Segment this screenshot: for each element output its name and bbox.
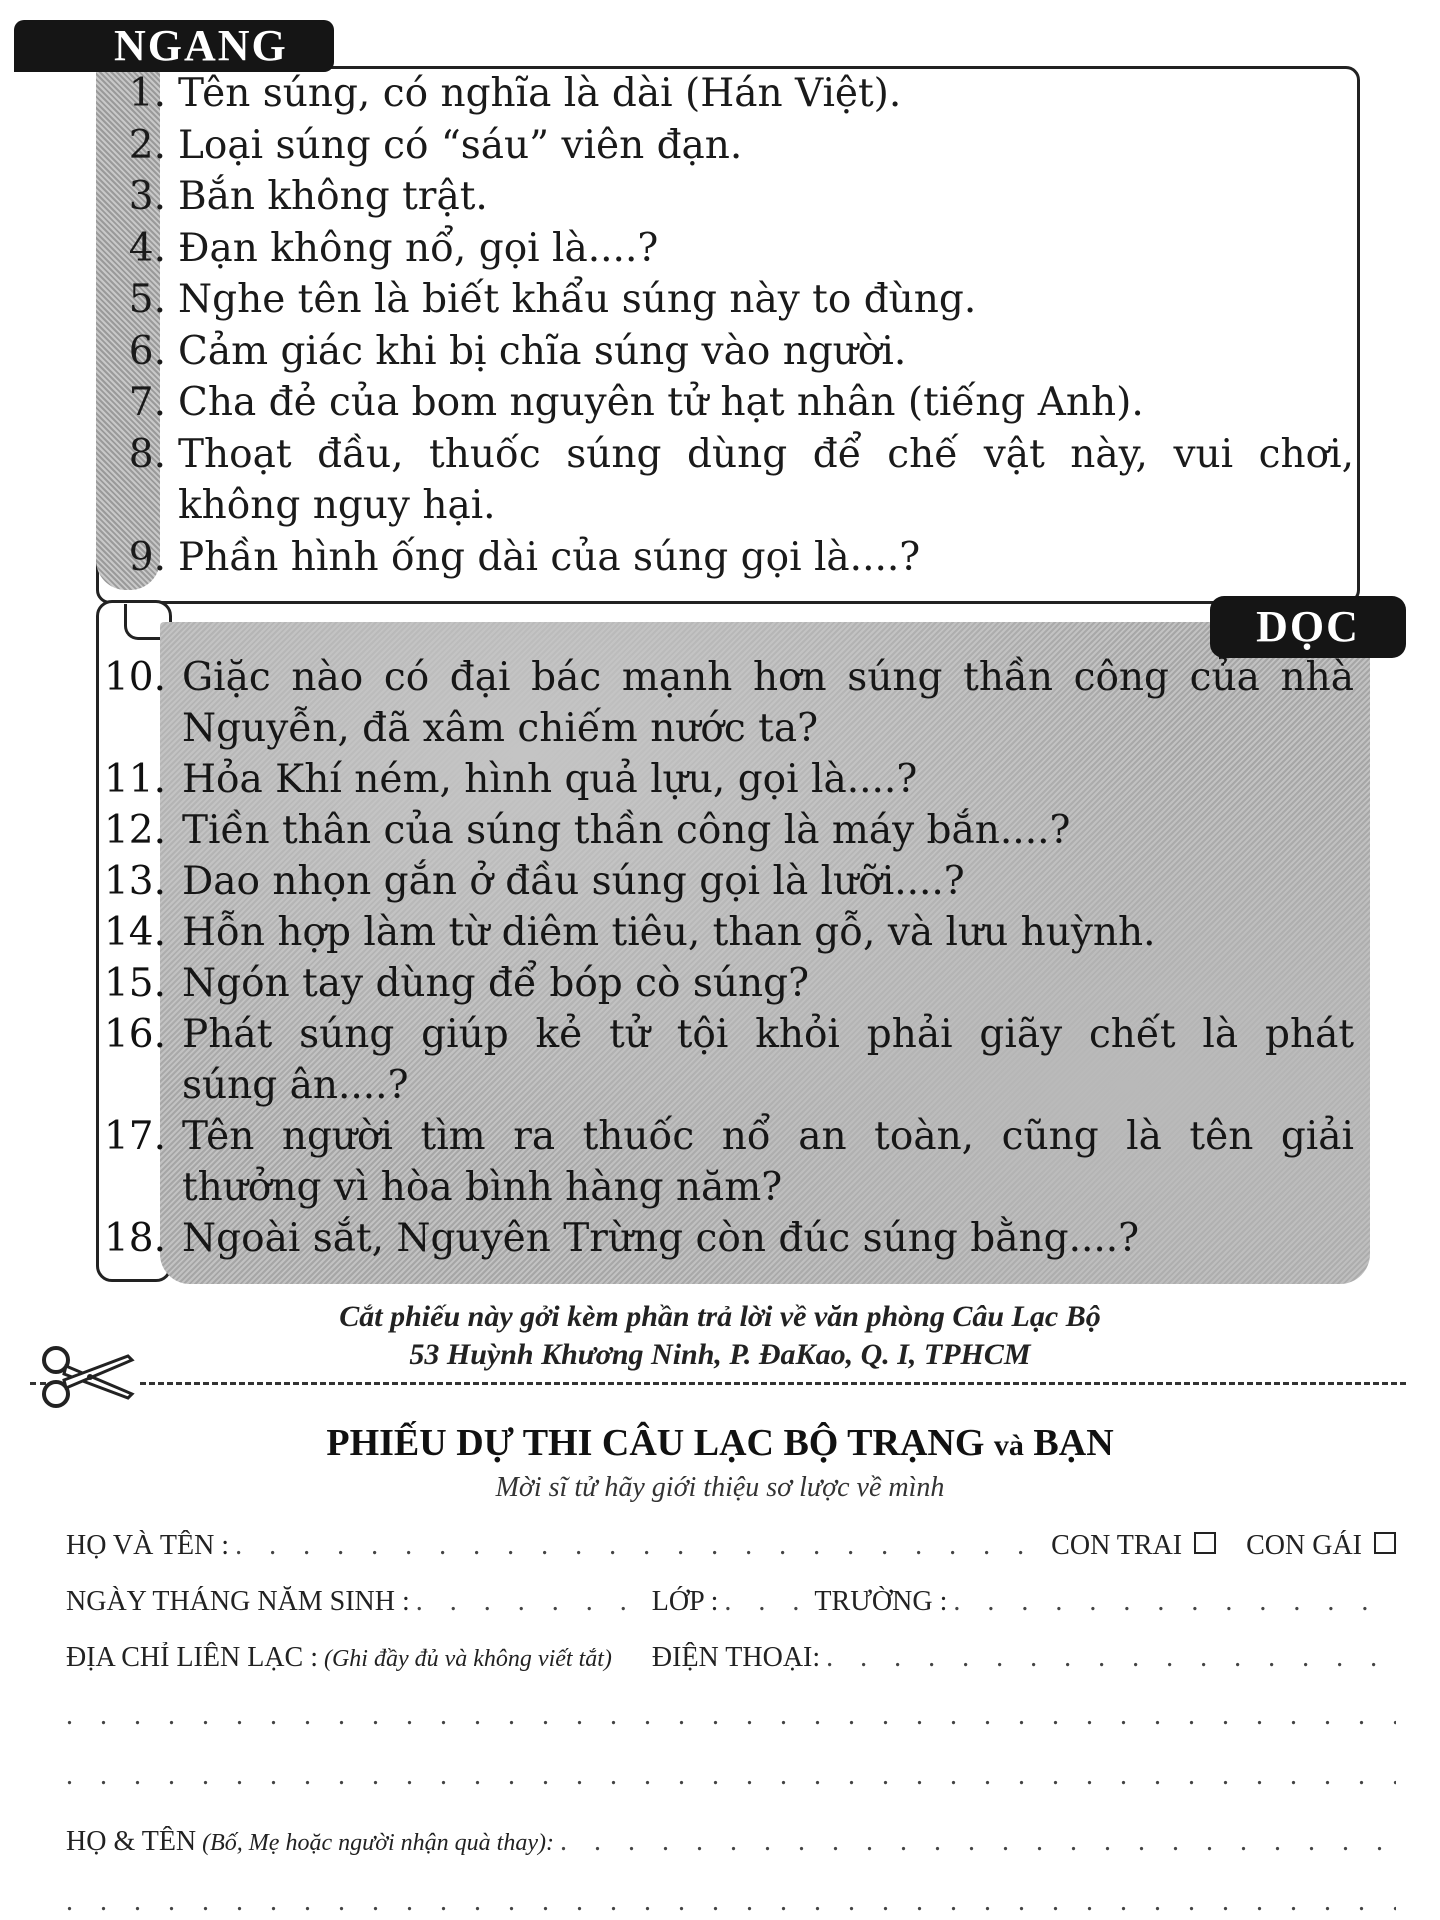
cut-line-left [30,1382,46,1385]
class-input[interactable] [724,1586,808,1618]
clue-number: 5. [128,277,166,322]
parent-hint: (Bố, Mẹ hoặc người nhận quà thay): [202,1830,554,1856]
clue-text: Nghe tên là biết khẩu súng này to đùng. [178,277,977,322]
clue-14 [98,907,1354,958]
clue-number: 10. [103,655,166,700]
address-row [66,1642,1396,1674]
girl-checkbox[interactable] [1374,1532,1396,1554]
clue-text: Cha đẻ của bom nguyên tử hạt nhân (tiếng Anh). [178,380,1144,425]
clue-number: 9. [128,534,166,580]
parent-row [66,1826,1396,1858]
clue-number: 13. [103,859,166,904]
boy-label: CON TRAI [1051,1530,1183,1561]
phone-input[interactable] [826,1642,1390,1674]
clue-number: 4. [128,225,166,271]
doc-heading: DỌC [1210,596,1406,658]
parent-input[interactable] [560,1826,1390,1858]
clue-text-cont: súng ân....? [182,1063,409,1108]
clue-15 [98,958,1354,1009]
clue-text: Phần hình ống dài của súng gọi là....? [178,534,921,580]
clue-9 [108,532,1354,584]
clue-text: Hỏa Khí ném, hình quả lựu, gọi là....? [182,757,918,802]
clue-text: Tên người tìm ra thuốc nổ an toàn, cũng là tên giải [182,1114,1354,1159]
clue-text: Bắn không trật. [178,174,488,219]
clue-number: 14. [103,910,166,955]
name-row [66,1530,1396,1562]
address-hint: (Ghi đầy đủ và không viết tắt) [323,1646,612,1672]
address-input-1[interactable] [66,1700,1396,1732]
name-input[interactable] [235,1530,1045,1562]
parent-line-2 [66,1886,1396,1918]
parent-label: HỌ & TÊN [66,1826,197,1857]
form-title: PHIẾU DỰ THI CÂU LẠC BỘ TRẠNG và BẠN [326,1422,1114,1464]
address-line-2 [66,1760,1396,1792]
clue-text-cont: Nguyễn, đã xâm chiếm nước ta? [182,706,818,751]
clue-12 [98,805,1354,856]
clue-number: 18. [103,1216,166,1261]
clue-number: 12. [103,808,166,853]
clue-text: Thoạt đầu, thuốc súng dùng để chế vật này, vui chơi, [178,431,1354,477]
clue-1 [108,68,1354,120]
cut-notice-address: 53 Huỳnh Khương Ninh, P. ĐaKao, Q. I, TPHCM [409,1338,1031,1371]
form-subtitle: Mời sĩ tử hãy giới thiệu sơ lược về mình [495,1472,945,1503]
school-input[interactable] [953,1586,1390,1618]
clue-number: 16. [103,1012,166,1057]
dob-input[interactable] [416,1586,646,1618]
cut-notice-line1: Cắt phiếu này gởi kèm phần trả lời về văn phòng Câu Lạc Bộ [339,1300,1101,1333]
clue-3 [108,171,1354,223]
clue-number: 6. [128,328,166,374]
clue-10 [98,652,1354,703]
clue-text: Giặc nào có đại bác mạnh hơn súng thần công của nhà [182,655,1354,700]
clue-number: 11. [103,757,166,802]
parent-input-2[interactable] [66,1886,1396,1918]
clue-text: Đạn không nổ, gọi là....? [178,225,659,271]
clue-text: Dao nhọn gắn ở đầu súng gọi là lưỡi....? [182,859,965,904]
phone-label: ĐIỆN THOẠI: [651,1642,821,1673]
ngang-heading: NGANG [14,20,334,72]
clue-8 [108,429,1354,481]
clue-text: Ngón tay dùng để bóp cò súng? [182,961,810,1006]
clue-number: 15. [103,961,166,1006]
clue-17-cont [98,1162,1354,1213]
clue-text: Tiền thân của súng thần công là máy bắn....? [182,808,1071,853]
address-label: ĐỊA CHỈ LIÊN LẠC : [66,1642,318,1673]
doc-clue-list [98,652,1354,1264]
clue-7 [108,377,1354,429]
clue-13 [98,856,1354,907]
ngang-clue-list [108,68,1354,583]
clue-6 [108,326,1354,378]
cut-notice [0,1298,1440,1374]
clue-18 [98,1213,1354,1264]
scissors-icon [38,1342,136,1412]
clue-10-cont [98,703,1354,754]
clue-8-cont [108,480,1354,532]
clue-text: Tên súng, có nghĩa là dài (Hán Việt). [178,71,902,116]
clue-5 [108,274,1354,326]
clue-text: Ngoài sắt, Nguyên Trừng còn đúc súng bằng....? [182,1216,1140,1261]
address-line-1 [66,1700,1396,1732]
clue-number: 3. [128,174,166,219]
dob-row [66,1586,1396,1618]
school-label: TRƯỜNG : [814,1586,948,1617]
name-label: HỌ VÀ TÊN : [66,1530,230,1561]
clue-2 [108,120,1354,172]
clue-number: 7. [128,380,166,425]
clue-number: 8. [128,431,166,477]
clue-16 [98,1009,1354,1060]
cut-line [140,1382,1406,1385]
clue-text: Cảm giác khi bị chĩa súng vào người. [178,328,907,374]
clue-11 [98,754,1354,805]
girl-label: CON GÁI [1246,1530,1362,1561]
class-label: LỚP : [651,1586,719,1617]
clue-text-cont: thưởng vì hòa bình hàng năm? [182,1165,783,1210]
clue-17 [98,1111,1354,1162]
clue-number: 2. [128,122,166,168]
boy-checkbox[interactable] [1194,1532,1216,1554]
dob-label: NGÀY THÁNG NĂM SINH : [66,1586,410,1617]
clue-16-cont [98,1060,1354,1111]
clue-text: Phát súng giúp kẻ tử tội khỏi phải giãy chết là phát [182,1012,1354,1057]
address-input-2[interactable] [66,1760,1396,1792]
clue-text: Loại súng có “sáu” viên đạn. [178,122,743,168]
clue-number: 17. [103,1114,166,1159]
clue-number: 1. [128,71,166,116]
clue-text: Hỗn hợp làm từ diêm tiêu, than gỗ, và lưu huỳnh. [182,910,1156,955]
clue-text-cont: không nguy hại. [178,483,496,528]
clue-4 [108,223,1354,275]
